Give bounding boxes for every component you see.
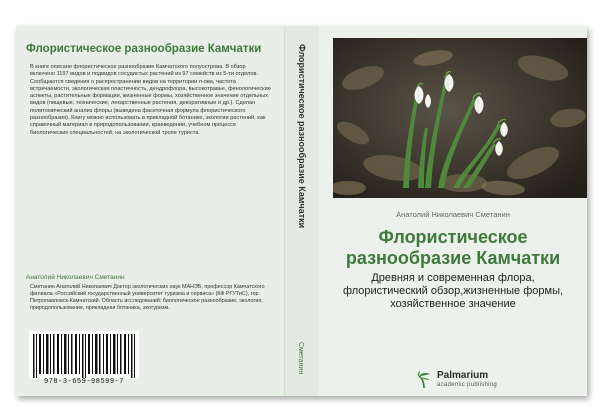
- front-subtitle-line-2: флористический обзор,жизненные формы,: [342, 285, 564, 297]
- publisher-logo: [415, 368, 515, 394]
- book-cover: [16, 26, 587, 396]
- back-cover: [16, 26, 284, 396]
- barcode-image: [29, 331, 139, 379]
- front-subtitle: [319, 272, 587, 311]
- back-title: Флористическое разнообразие Камчатки: [26, 43, 262, 55]
- publisher-tagline: academic publishing: [437, 382, 498, 388]
- book-spine: [284, 26, 320, 396]
- palm-leaf-icon: [415, 371, 433, 389]
- snowdrop-photo: [333, 38, 587, 198]
- back-description: В книге описано флористическое разнообразие Камчатского полуострова. В обзор включено 1197 видов и подвидов сосудистых растений из 97 семейств из 5-ти отделов. Сообщаются сведения о распространении видов на территории п-ова, частота встречаемости, экологическая пластичность, дендрофлора, высокотравье, фенологические аспекты, растительные формации, жизненные формы, хозяйственное значение отдельных видов (пищевые, технические, лекарственные растения, декоративные и др.). Сделан политомический анализ флоры (выведена фасеточная формула флористического разнообразия). Книгу можно использовать в прикладной ботанике, экологии растений, как справочный материал в природопользовании, краеведении, учебном процессе биологических специальностей, на экологической тропе туриста.: [30, 64, 271, 136]
- spine-title: Флористическое разнообразие Камчатки: [297, 44, 307, 229]
- spine-author: Сметанин: [297, 341, 304, 374]
- back-author-label: Анатолий Николаевич Сметанин: [26, 274, 125, 281]
- isbn-number: 978-3-659-98599-7: [44, 378, 124, 386]
- front-subtitle-line-3: хозяйственное значение: [390, 298, 516, 310]
- front-cover: [319, 26, 587, 396]
- front-title-line-2: разнообразие Камчатки: [345, 248, 561, 268]
- front-subtitle-line-1: Древняя и современная флора,: [371, 272, 535, 284]
- publisher-name: Palmarium: [437, 370, 489, 381]
- back-author-bio: Сметанин Анатолий Николаевич Доктор экологических наук МАНЭБ, профессор Камчатского филиала «Российский государственный университет туризма и сервиса» (КФ РГУТиС), гор. Петропавловск-Камчатский. Область исследований: биологическое разнообразие, экология, природопользование, прикладная ботаника, экотуризм.: [30, 284, 265, 311]
- front-author: Анатолий Николаевич Сметанин: [396, 210, 510, 219]
- front-title-line-1: Флористическое: [378, 227, 528, 247]
- front-title: [319, 227, 587, 269]
